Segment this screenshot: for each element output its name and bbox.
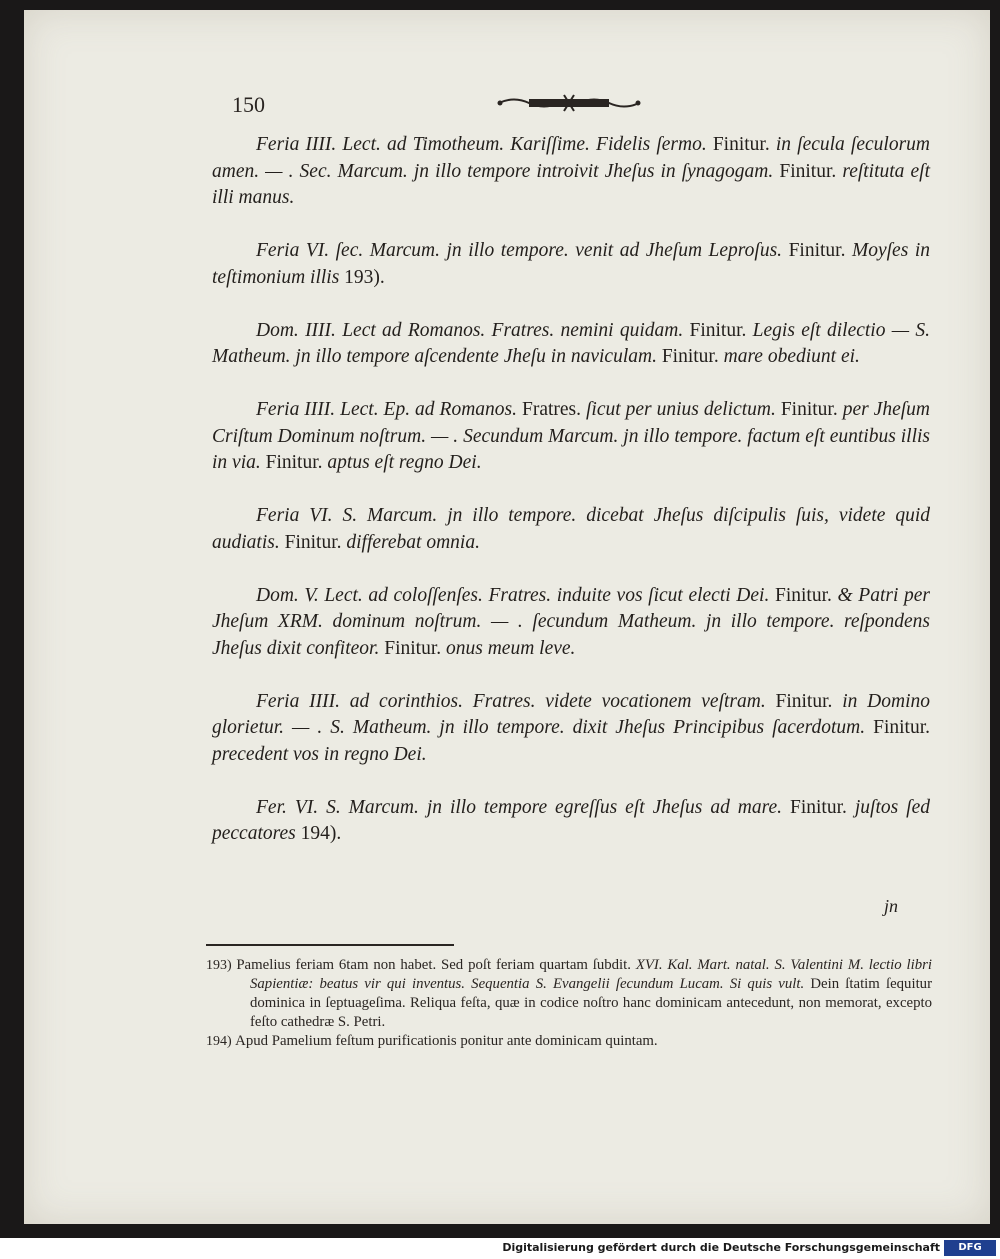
- footnote-text: XVI. Kal. Mart. natal. S. Valentini M. lectio libri Sapientiæ: beatus vir qui inventus. Sequentia S. Evangelii ſecundum Lucam. Si quis vult.: [250, 957, 932, 992]
- paragraph: [212, 503, 930, 556]
- text-run: Finitur.: [873, 717, 930, 738]
- header-ornament-icon: [494, 92, 644, 114]
- text-run: Finitur.: [775, 690, 833, 712]
- text-run: Finitur.: [790, 796, 847, 818]
- text-run: Moyſes in teſtimonium illis: [212, 240, 930, 288]
- footnote: [206, 956, 932, 1032]
- text-run: Finitur.: [284, 531, 342, 553]
- text-run: Feria VI. ſec. Marcum. jn illo tempore. venit ad Jheſum Leproſus.: [256, 240, 789, 261]
- paragraph: [212, 795, 930, 848]
- text-run: Legis eſt dilectio — S. Matheum. jn illo tempore aſcendente Jheſu in naviculam.: [212, 319, 930, 367]
- text-run: precedent vos in regno Dei.: [212, 743, 427, 765]
- page-number: 150: [232, 92, 265, 117]
- text-run: aptus eſt regno Dei.: [322, 452, 482, 473]
- dfg-logo: DFG: [944, 1240, 996, 1256]
- text-run: onus meum leve.: [441, 637, 576, 659]
- main-text: [212, 132, 930, 874]
- footnote-text: Apud Pamelium feſtum purificationis ponitur ante dominicam quintam.: [235, 1033, 658, 1049]
- footnote-number: 193): [206, 958, 237, 973]
- page-header: [232, 92, 652, 122]
- text-run: Feria IIII. ad corinthios. Fratres. videte vocationem veſtram.: [256, 690, 776, 712]
- text-run: Finitur.: [689, 319, 747, 341]
- text-run: reſtituta eſt illi manus.: [212, 160, 930, 208]
- text-run: Feria VI. S. Marcum. jn illo tempore. dicebat Jheſus diſcipulis ſuis, videte quid audiatis.: [212, 505, 930, 553]
- text-run: 194).: [300, 823, 342, 844]
- text-run: Finitur.: [774, 584, 832, 606]
- text-run: Dom. V. Lect. ad coloſſenſes. Fratres. induite vos ſicut electi Dei.: [256, 584, 775, 606]
- text-run: Finitur.: [265, 452, 323, 473]
- paragraph: [212, 132, 930, 212]
- footnote-text: Pamelius feriam 6tam non habet. Sed poſt feriam quartam ſubdit.: [236, 957, 636, 973]
- paragraph: [212, 397, 930, 477]
- text-run: Fer. VI. S. Marcum. jn illo tempore egreſſus eſt Jheſus ad mare.: [256, 796, 790, 818]
- footnote: [206, 1032, 932, 1051]
- text-run: 193).: [344, 266, 385, 288]
- footnote-number: 194): [206, 1034, 236, 1049]
- text-run: Feria IIII. Lect. Ep. ad Romanos.: [256, 399, 522, 420]
- text-run: ſicut per unius delictum.: [581, 399, 781, 420]
- footer-credit: Digitalisierung gefördert durch die Deutsche Forschungsgemeinschaft: [502, 1241, 940, 1254]
- paragraph: [212, 318, 930, 371]
- text-run: & Patri per Jheſum XRM. dominum noſtrum. — . ſecundum Matheum. jn illo tempore. reſpondens Jheſus dixit confiteor.: [212, 584, 931, 659]
- text-run: Dom. IIII. Lect ad Romanos. Fratres. nemini quidam.: [256, 319, 690, 341]
- text-run: Finitur.: [384, 637, 442, 659]
- paragraph: [212, 583, 930, 663]
- footnote-rule: [206, 944, 454, 946]
- text-run: juſtos ſed peccatores: [212, 796, 930, 844]
- text-run: Finitur.: [661, 346, 719, 367]
- text-run: mare obediunt ei.: [718, 346, 860, 367]
- text-run: Finitur.: [788, 240, 846, 261]
- text-run: Fratres.: [521, 399, 582, 420]
- footnote-text: Dein ſtatim ſequitur dominica in ſeptuageſima. Reliqua feſta, quæ in codice noſtro hanc dominicam antecedunt, non memorat, excepto feſto cathedræ S. Petri.: [250, 976, 933, 1030]
- paragraph: [212, 689, 930, 769]
- text-run: in Domino glorietur. — . S. Matheum. jn illo tempore. dixit Jheſus Principibus ſacerdotum.: [212, 690, 930, 738]
- text-run: Finitur.: [779, 160, 837, 182]
- footnotes: [206, 956, 932, 1051]
- text-run: Finitur.: [780, 399, 838, 420]
- paragraph: [212, 238, 930, 291]
- text-run: differebat omnia.: [341, 531, 480, 553]
- text-run: Feria IIII. Lect. ad Timotheum. Kariſſime. Fidelis ſermo.: [256, 134, 713, 155]
- text-run: in ſecula ſeculorum amen. — . Sec. Marcum. jn illo tempore introivit Jheſus in ſynagogam.: [212, 134, 930, 182]
- footer-bar: [0, 1238, 1000, 1259]
- text-run: Finitur.: [712, 134, 770, 155]
- text-run: per Jheſum Criſtum Dominum noſtrum. — . Secundum Marcum. jn illo tempore. factum eſt euntibus illis in via.: [212, 399, 930, 473]
- catchword: jn: [884, 896, 899, 916]
